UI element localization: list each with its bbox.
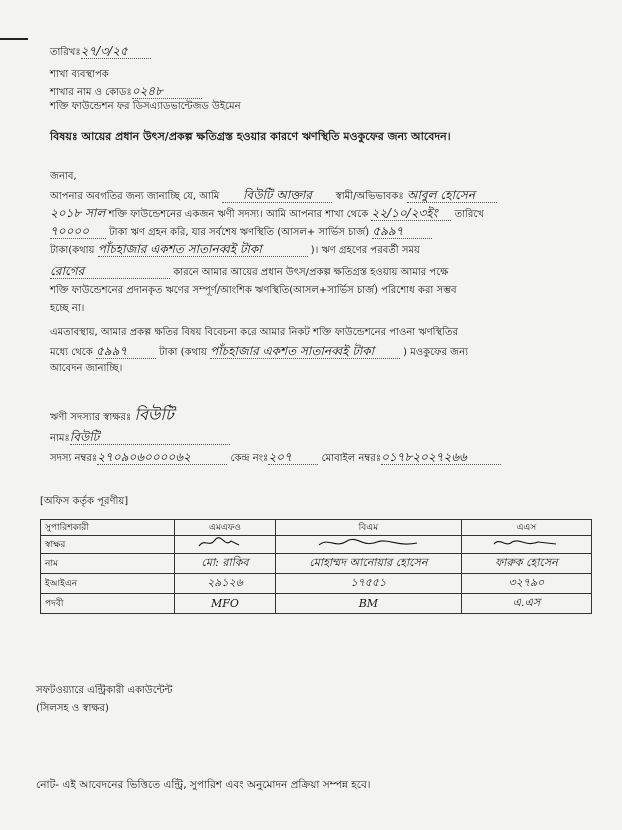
branch-line [50, 84, 202, 100]
table-header-cell: এএস [461, 520, 591, 536]
number-label: সদস্য নম্বরঃ [50, 453, 98, 464]
date-line [50, 44, 151, 60]
branch-manager: শাখা ব্যবস্থাপক [50, 69, 109, 80]
table-row [41, 574, 592, 594]
center-number: ২০৭ [268, 450, 318, 465]
member-signature: বিউটি [134, 405, 174, 424]
table-cell: এ.এস [461, 594, 591, 614]
office-title: [অফিস কর্তৃক পূরণীয়] [40, 496, 129, 507]
table-row [41, 536, 592, 554]
row-label: নাম [41, 554, 175, 574]
signature-cell [461, 536, 591, 554]
branch-label: শাখার নাম ও কোডঃ [50, 87, 132, 98]
body-line-7: হচ্ছে না। [50, 303, 85, 314]
loan-date: ২২/১০/২৩ইং [371, 206, 451, 221]
table-row [41, 594, 592, 614]
table-header-cell: সুপারিশকারী [41, 520, 175, 536]
signature-cell [275, 536, 461, 554]
date-label: তারিখঃ [50, 47, 81, 58]
text: কারনে আমার আয়ের প্রধান উৎস/প্রকল্প ক্ষতিগ্রস্ত হওয়ায় আমার পক্ষে [173, 267, 449, 278]
table-cell: ২৯১২৬ [175, 574, 276, 594]
table-cell: ফারুক হোসেন [461, 554, 591, 574]
text: স্বামী/অভিভাবকঃ [335, 191, 404, 202]
table-header-cell: বিএম [275, 520, 461, 536]
table-cell: BM [275, 594, 461, 614]
member-number: ২৭০৯০৬০০০০৬২ [97, 450, 227, 465]
signature-label: ঋণী সদস্যার স্বাক্ষরঃ [50, 412, 132, 423]
text: শক্তি ফাউন্ডেশনের একজন ঋণী সদস্য। আমি আপনার শাখা থেকে [108, 209, 369, 220]
body-line-5 [50, 264, 448, 280]
body-line-6: শক্তি ফাউন্ডেশনের প্রদানকৃত ঋণের সম্পূর্ণ/আংশিক ঋণস্থিতি(আসল+সার্ভিস চার্জ) পরিশোধ করা সম্ভব [50, 285, 457, 296]
date-value: ২৭/৩/২৫ [81, 44, 151, 59]
table-header-cell: এমএফও [175, 520, 276, 536]
balance-amount: ৫৯৯৭ [372, 224, 432, 239]
office-table [40, 519, 592, 614]
body-line-3 [50, 224, 432, 240]
edge-mark [0, 38, 28, 40]
branch-code: ০২৪৮ [132, 84, 202, 99]
member-name: বিউটি [70, 430, 230, 445]
seal-label: (সিলসহ ও স্বাক্ষর) [36, 703, 109, 714]
guardian-name: আবুল হোসেন [407, 188, 497, 203]
name-label: নামঃ [50, 433, 70, 444]
table-cell: ১৭৫৫১ [275, 574, 461, 594]
table-cell: ৩২৭৯০ [461, 574, 591, 594]
table-row [41, 520, 592, 536]
table-cell: MFO [175, 594, 276, 614]
body-line-1 [50, 188, 497, 204]
table-cell: মো: রাকিব [175, 554, 276, 574]
bm-signature [313, 536, 423, 550]
text: টাকা(কথায় [50, 245, 95, 256]
table-row [41, 554, 592, 574]
body-line-9 [50, 344, 468, 360]
text: মধ্যে থেকে [50, 347, 93, 358]
row-label: স্বাক্ষর [41, 536, 175, 554]
loan-amount: ৭০০০০ [50, 224, 106, 239]
body-line-2 [50, 206, 484, 222]
row-label: পদবী [41, 594, 175, 614]
subject-line: বিষয়ঃ আয়ের প্রধান উৎস/প্রকল্প ক্ষতিগ্রস্ত হওয়ার কারণে ঋণস্থিতি মওকুফের জন্য আবেদন। [50, 130, 451, 143]
text: তারিখে [454, 209, 484, 220]
text: আপনার অবগতির জন্য জানাচ্ছি যে, আমি [50, 191, 220, 202]
body-line-8: এমতাবস্থায়, আমার প্রকল্প ক্ষতির বিষয় বিবেচনা করে আমার নিকট শক্তি ফাউন্ডেশনের পাওনা ঋণস্থিতির [50, 327, 459, 338]
mobile-label: মোবাইল নম্বরঃ [321, 453, 382, 464]
text: টাকা ঋণ গ্রহন করি, যার সর্বশেষ ঋণস্থিতি (আসল+ সার্ভিস চার্জ) [109, 227, 370, 238]
accountant-label: সফটওয়্যারে এন্ট্রিকারী একাউন্টেন্ট [36, 685, 173, 696]
text: ) মওকুফের জন্য [403, 347, 468, 358]
center-label: কেন্দ্র নংঃ [230, 453, 269, 464]
organization-name: শক্তি ফাউন্ডেশন ফর ডিসএ্যাডভান্টেজড উইমেন [50, 101, 241, 112]
member-name-line [50, 430, 230, 446]
as-signature [486, 536, 566, 550]
table-cell: মোহাম্মদ আনোয়ার হোসেন [275, 554, 461, 574]
text: টাকা (কথায় [159, 347, 207, 358]
waive-amount: ৫৯৯৭ [96, 344, 156, 359]
member-year: ২০১৮ সাল [50, 206, 106, 220]
member-info-line [50, 450, 501, 466]
mobile-number: ০১৭৮২০২৭২৬৬ [381, 450, 501, 465]
signature-cell [175, 536, 276, 554]
member-signature-line [50, 405, 174, 425]
applicant-name: বিউটি আক্তার [222, 188, 332, 203]
body-line-4 [50, 242, 420, 258]
footer-note: নোট- এই আবেদনের ভিত্তিতে এন্ট্রি, সুপারিশ এবং অনুমোদন প্রক্রিয়া সম্পন্ন হবে। [36, 779, 371, 791]
text: )। ঋণ গ্রহণের পরবর্তী সময় [310, 245, 420, 256]
waive-words: পাঁচহাজার একশত সাতানব্বই টাকা [210, 344, 400, 359]
body-line-10: আবেদন জানাচ্ছি। [50, 363, 123, 374]
balance-words: পাঁচহাজার একশত সাতানব্বই টাকা [98, 242, 308, 257]
mfo-signature [195, 536, 255, 550]
reason: রোগের [50, 264, 170, 279]
salutation: জনাব, [50, 171, 77, 182]
row-label: ইআইএন [41, 574, 175, 594]
